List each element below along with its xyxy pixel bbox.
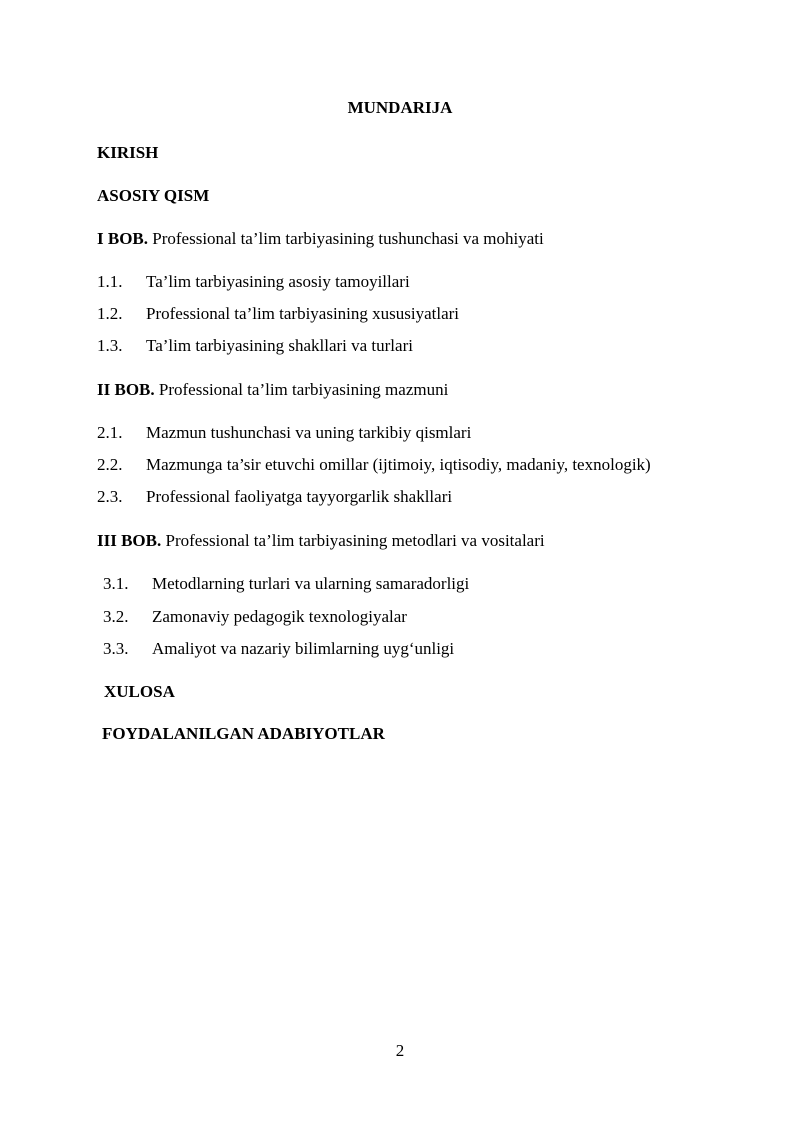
section-title: Zamonaviy pedagogik texnologiyalar	[152, 607, 407, 626]
section-title: Amaliyot va nazariy bilimlarning uyg‘unligi	[152, 639, 455, 658]
section-title: Mazmun tushunchasi va uning tarkibiy qismlari	[146, 423, 472, 442]
section-number: 3.3.	[103, 639, 129, 658]
section-number: 2.2.	[97, 455, 123, 474]
page-title: MUNDARIJA	[347, 98, 453, 117]
toc-references: FOYDALANILGAN ADABIYOTLAR	[102, 724, 385, 743]
section-title: Ta’lim tarbiyasining shakllari va turlari	[146, 336, 413, 355]
section-title: Ta’lim tarbiyasining asosiy tamoyillari	[146, 272, 410, 291]
toc-main-part: ASOSIY QISM	[97, 186, 210, 205]
toc-chapter-1	[97, 229, 544, 249]
chapter-title: Professional ta’lim tarbiyasining metodlari va vositalari	[165, 531, 545, 550]
toc-chapter-2	[97, 380, 448, 400]
chapter-title: Professional ta’lim tarbiyasining mazmuni	[158, 380, 449, 399]
page-number: 2	[395, 1041, 405, 1060]
section-title: Professional ta’lim tarbiyasining xususiyatlari	[146, 304, 460, 323]
section-number: 2.3.	[97, 487, 123, 506]
section-number: 1.3.	[97, 336, 123, 355]
toc-conclusion: XULOSA	[104, 682, 175, 701]
section-title: Professional faoliyatga tayyorgarlik shakllari	[146, 487, 453, 506]
chapter-label: II BOB.	[97, 380, 155, 399]
section-number: 3.2.	[103, 607, 129, 626]
section-title: Mazmunga ta’sir etuvchi omillar (ijtimoiy, iqtisodiy, madaniy, texnologik)	[146, 455, 651, 474]
chapter-label: I BOB.	[97, 229, 149, 248]
section-title: Metodlarning turlari va ularning samaradorligi	[152, 574, 470, 593]
chapter-title: Professional ta’lim tarbiyasining tushunchasi va mohiyati	[152, 229, 544, 248]
section-number: 3.1.	[103, 574, 129, 593]
section-number: 2.1.	[97, 423, 123, 442]
chapter-label: III BOB.	[97, 531, 162, 550]
toc-intro: KIRISH	[97, 143, 159, 162]
toc-chapter-3	[97, 531, 545, 551]
section-number: 1.2.	[97, 304, 123, 323]
section-number: 1.1.	[97, 272, 123, 291]
